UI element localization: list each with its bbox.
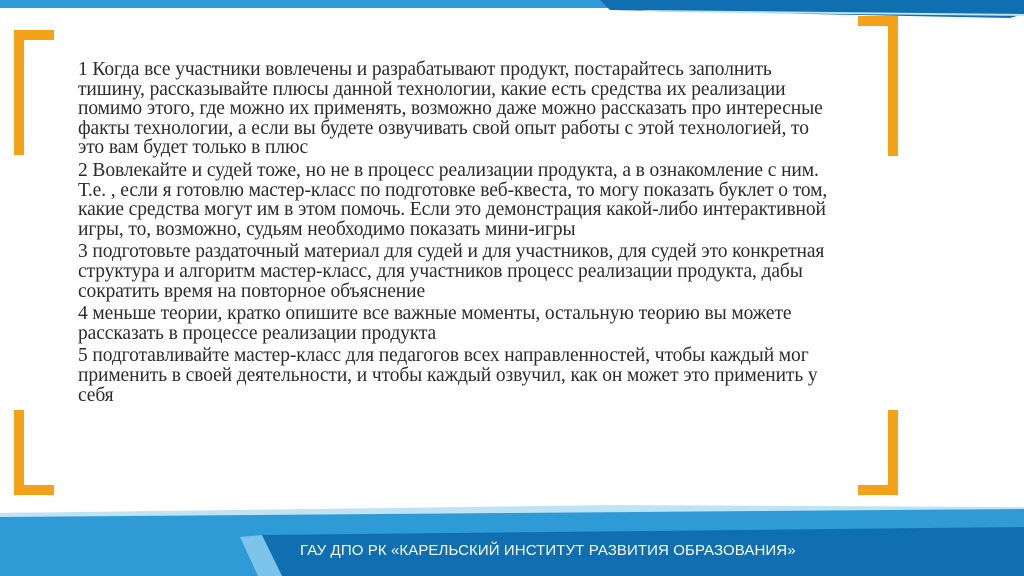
frame-right-top-horizontal (858, 16, 898, 26)
frame-left-bottom-horizontal (14, 485, 54, 495)
frame-left-top (14, 30, 24, 155)
frame-right-bottom-horizontal (858, 485, 898, 495)
frame-right-top (888, 16, 898, 156)
slide-body (78, 60, 838, 408)
footer-organization-name: ГАУ ДПО РК «КАРЕЛЬСКИЙ ИНСТИТУТ РАЗВИТИЯ ОБРАЗОВАНИЯ» (300, 542, 796, 559)
frame-right-bottom (888, 410, 898, 495)
item-4: 4 меньше теории, кратко опишите все важные моменты, остальную теорию вы можете рассказать в процессе реализации продукта (78, 303, 792, 344)
item-3: 3 подготовьте раздаточный материал для судей и для участников, для судей это конкретная структура и алгоритм мастер-класс, для участников процесс реализации продукта, дабы сократить время на повторное объяснение (78, 241, 825, 302)
item-5: 5 подготавливайте мастер-класс для педагогов всех направленностей, чтобы каждый мог применить в своей деятельности, и чтобы каждый озвучил, как он может это применить у себя (78, 345, 818, 406)
frame-left-bottom (14, 410, 24, 495)
frame-left-top-horizontal (14, 30, 54, 40)
item-2: 2 Вовлекайте и судей тоже, но не в процесс реализации продукта, а в ознакомление с ним. Т.е. , если я готовлю мастер-класс по подготовке веб-квеста, то могу показать буклет о том, какие средства могут им в этом помочь. Если это демонстрация какой-либо интерактивной игры, то, возможно, судьям необходимо показать мини-игры (78, 159, 828, 240)
bottom-decorative-band (0, 505, 1024, 576)
item-1: 1 Когда все участники вовлечены и разрабатывают продукт, постарайтесь заполнить тишину, рассказывайте плюсы данной технологии, какие есть средства их реализации помимо этого, где можно их применять, возможно даже можно рассказать про интересные факты технологии, а если вы будете озвучивать свой опыт работы с этой технологией, то это вам будет только в плюс (78, 59, 823, 159)
